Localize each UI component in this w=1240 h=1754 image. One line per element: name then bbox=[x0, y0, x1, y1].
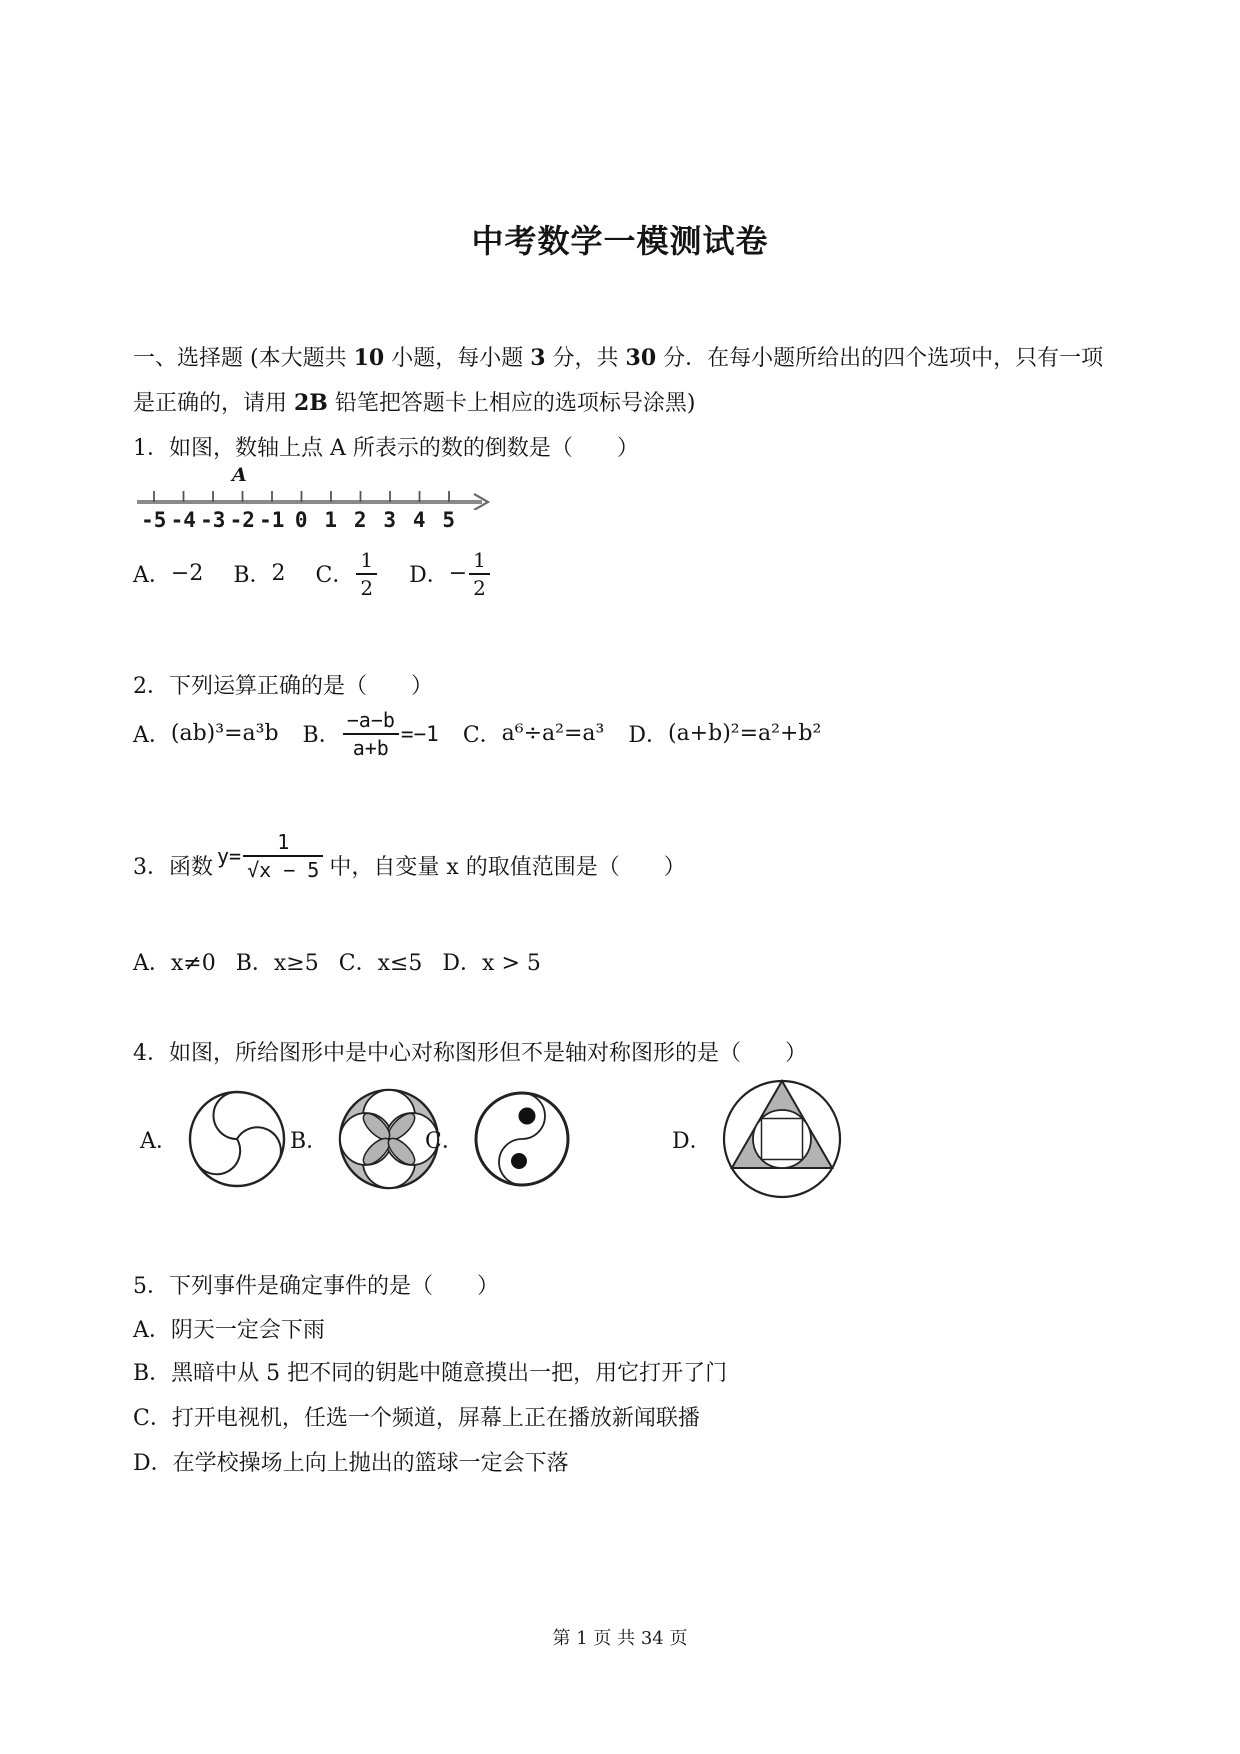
question-5-option-d: D．在学校操场上向上抛出的篮球一定会下落 bbox=[133, 1451, 569, 1476]
option-label: B． bbox=[302, 723, 341, 748]
function-formula bbox=[217, 830, 325, 881]
section-bold-total: 30 bbox=[625, 345, 657, 371]
question-1-stem: 1．如图，数轴上点 A 所表示的数的倒数是（ ） bbox=[133, 436, 639, 461]
section-header-line2 bbox=[133, 386, 695, 417]
fraction bbox=[343, 708, 399, 759]
tick-label: -5 bbox=[141, 508, 167, 532]
option-b bbox=[303, 708, 439, 759]
tick-label: -4 bbox=[170, 508, 196, 532]
denominator: 2 bbox=[473, 576, 486, 600]
question-5-option-c: C．打开电视机，任选一个频道，屏幕上正在播放新闻联播 bbox=[133, 1406, 700, 1431]
option-b bbox=[233, 558, 285, 589]
question-1-options bbox=[133, 548, 492, 599]
radicand: x − 5 bbox=[259, 855, 319, 882]
option-value: 2 bbox=[271, 561, 286, 586]
denominator: 2 bbox=[360, 576, 374, 600]
option-label: D． bbox=[409, 563, 449, 588]
tick-label: 1 bbox=[324, 508, 338, 532]
numerator: 1 bbox=[243, 830, 323, 857]
option-a bbox=[133, 718, 279, 749]
figure-option-b bbox=[281, 1074, 441, 1204]
option-d: D．x > 5 bbox=[442, 951, 541, 976]
option-label: A． bbox=[133, 563, 171, 588]
tick-label: 4 bbox=[412, 508, 426, 532]
triskelion-swirl-figure bbox=[187, 1085, 287, 1193]
question-4-figures bbox=[0, 1074, 1240, 1204]
option-value: −2 bbox=[170, 561, 204, 586]
section-bold-2b: 2B bbox=[294, 390, 328, 416]
section-header-line1 bbox=[133, 341, 1103, 372]
section-text: 铅笔把答题卡上相应的选项标号涂黑) bbox=[327, 391, 696, 416]
figure-option-c bbox=[425, 1074, 571, 1204]
stem-suffix: 中，自变量 x 的取值范围是（ ） bbox=[329, 855, 686, 880]
section-text: 小题，每小题 bbox=[384, 346, 531, 371]
question-2-options bbox=[133, 708, 821, 759]
option-c: C．x≤5 bbox=[338, 951, 423, 976]
fraction bbox=[243, 830, 323, 881]
figure-option-a bbox=[140, 1074, 287, 1204]
option-d bbox=[628, 718, 821, 749]
option-value: (a+b)²=a²+b² bbox=[667, 721, 822, 746]
option-label: C． bbox=[462, 723, 502, 748]
page-title: 中考数学一模测试卷 bbox=[471, 222, 769, 260]
section-bold-count: 10 bbox=[353, 345, 385, 371]
page-footer: 第 1 页 共 34 页 bbox=[552, 1628, 688, 1649]
tick-label: -2 bbox=[229, 508, 255, 532]
numerator: 1 bbox=[469, 548, 490, 575]
option-label: D． bbox=[628, 723, 668, 748]
denominator: a+b bbox=[352, 736, 389, 760]
question-3-stem bbox=[133, 830, 686, 891]
triangle-circle-square-figure bbox=[721, 1077, 843, 1201]
tick-label: 2 bbox=[353, 508, 367, 532]
fraction bbox=[469, 548, 490, 599]
option-label: A． bbox=[133, 723, 171, 748]
minus-sign: − bbox=[448, 561, 468, 586]
option-value: a⁶÷a²=a³ bbox=[501, 721, 605, 746]
option-c bbox=[316, 548, 380, 599]
fraction bbox=[356, 548, 377, 599]
tick-label: -3 bbox=[200, 508, 226, 532]
question-2-stem: 2．下列运算正确的是（ ） bbox=[133, 674, 433, 699]
question-5-stem: 5．下列事件是确定事件的是（ ） bbox=[133, 1274, 499, 1299]
option-label: B． bbox=[290, 1128, 329, 1154]
option-a: A．x≠0 bbox=[133, 951, 216, 976]
number-line-figure bbox=[130, 464, 520, 538]
question-5-option-a: A．阴天一定会下雨 bbox=[133, 1318, 325, 1343]
number-line-axis bbox=[130, 486, 510, 510]
yin-yang-figure bbox=[473, 1086, 571, 1192]
section-text: 分．在每小题所给出的四个选项中，只有一项 bbox=[656, 346, 1104, 371]
question-4-stem: 4．如图，所给图形中是中心对称图形但不是轴对称图形的是（ ） bbox=[133, 1041, 807, 1066]
option-label: C． bbox=[315, 563, 355, 588]
figure-option-d bbox=[672, 1074, 843, 1204]
tick-label: -1 bbox=[259, 508, 285, 532]
section-text: 一、选择题 (本大题共 bbox=[133, 346, 354, 371]
question-3-options bbox=[133, 946, 541, 977]
tick-label: 0 bbox=[294, 508, 308, 532]
section-text: 是正确的，请用 bbox=[133, 391, 294, 416]
option-d bbox=[409, 548, 492, 599]
tick-label: 5 bbox=[442, 508, 456, 532]
section-text: 分，共 bbox=[545, 346, 626, 371]
radical-sign: √ bbox=[247, 858, 260, 882]
question-5-option-b: B．黑暗中从 5 把不同的钥匙中随意摸出一把，用它打开了门 bbox=[133, 1361, 728, 1386]
option-b: B．x≥5 bbox=[235, 951, 319, 976]
point-a-label: A bbox=[232, 464, 247, 486]
option-label: C． bbox=[425, 1128, 464, 1154]
option-a bbox=[133, 558, 203, 589]
option-c bbox=[463, 718, 605, 749]
section-bold-points: 3 bbox=[530, 345, 546, 371]
denominator bbox=[243, 857, 323, 881]
tick-label: 3 bbox=[383, 508, 397, 532]
numerator: −a−b bbox=[343, 708, 399, 735]
option-label: A． bbox=[140, 1128, 178, 1154]
numerator: 1 bbox=[356, 548, 377, 575]
equation-rhs: =−1 bbox=[400, 721, 439, 746]
option-label: D． bbox=[672, 1128, 712, 1154]
stem-prefix: 3．函数 bbox=[133, 855, 213, 880]
formula-lead: y= bbox=[217, 843, 242, 868]
number-line-tick-labels bbox=[139, 508, 464, 532]
option-label: B． bbox=[233, 563, 272, 588]
option-value: (ab)³=a³b bbox=[170, 721, 279, 746]
